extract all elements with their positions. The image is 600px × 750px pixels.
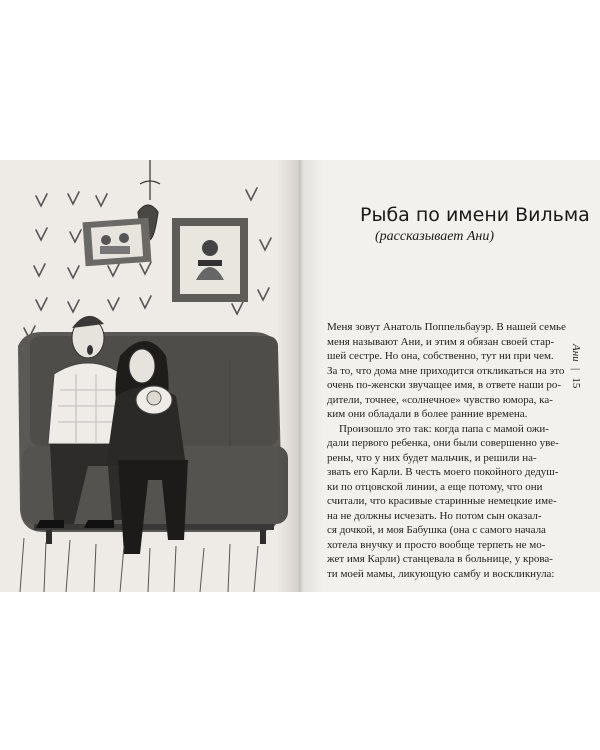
picture-frame-left [83,218,152,266]
text-line: дали первого ребенка, они были совершенно уве- [327,437,559,449]
text-line: ки по отцовской линии, а еще потому, что они [327,480,543,493]
text-line: За то, что дома мне приходится откликаться на это [327,364,565,377]
text-line: звать его Карли. В честь моего покойного дедуш- [327,466,559,478]
text-line: очень по-женски звучащее имя, в ответе наши ро- [327,379,561,391]
book-gutter [276,160,324,592]
text-line: дители, точнее, «солнечное» чувство юмора, ка- [327,393,553,406]
picture-frame-right [172,218,248,302]
text-line: считали, что красивые старинные немецкие име- [327,495,557,507]
chapter-title: Рыба по имени Вильма [360,204,590,226]
text-line: хотела внучку и просто вообще терпеть не мо- [327,538,546,551]
text-line: меня называют Ани, и этим я обязан своей стар- [327,335,555,348]
illustration-family-on-sofa [0,160,300,592]
text-line: на не должны исчезать. Но потом сын оказал- [327,509,542,522]
left-page [0,160,300,592]
chapter-subtitle: (рассказывает Ани) [375,229,495,244]
text-line: ся дочкой, и моя Бабушка (она с самого начала [327,524,546,536]
text-line: жет имя Карли) станцевала в больнице, у крова- [327,553,553,565]
running-head [570,344,582,388]
text-line: Произошло это так: когда папа с мамой ожи- [339,422,549,435]
running-head-separator: | [570,368,582,371]
text-line: Меня зовут Анатоль Поппельбауэр. В нашей семье [327,321,566,333]
text-line: шей сестре. Но она, собственно, тут ни при чем. [327,350,554,362]
text-line: ти моей мамы, ликующую самбу и воскликнула: [327,567,555,580]
text-line: ким они обладали в более ранние времена. [327,408,528,420]
running-head-title: Ани [570,344,582,362]
text-line: рены, что у них будет мальчик, и решили на- [327,451,537,464]
body-text [327,320,566,581]
page-number: 15 [570,377,582,389]
